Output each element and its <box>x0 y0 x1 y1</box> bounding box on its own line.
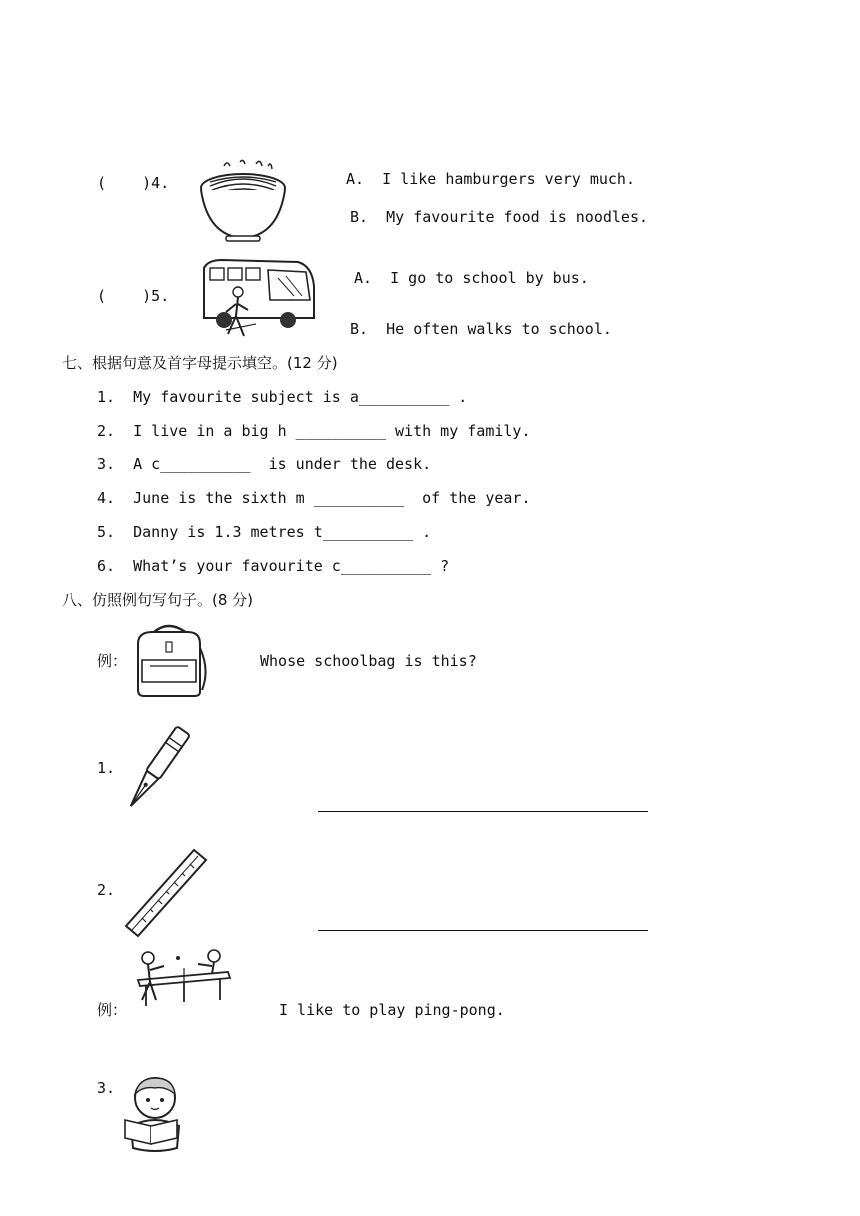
section7-item-6: 6. What’s your favourite c__________ ? <box>97 557 450 575</box>
section7-item-4: 4. June is the sixth m __________ of the year. <box>97 489 531 507</box>
q4-option-b: B. My favourite food is noodles. <box>350 208 649 226</box>
section8-title: 八、仿照例句写句子。(8 分) <box>62 591 254 609</box>
section7-item-2: 2. I live in a big h __________ with my family. <box>97 422 531 440</box>
ping-pong-image <box>130 944 232 1010</box>
q5-bracket: ( )5. <box>97 287 170 305</box>
q5-option-a: A. I go to school by bus. <box>354 269 589 287</box>
item2-label: 2. <box>97 881 116 899</box>
boy-reading-image <box>117 1074 189 1154</box>
schoolbag-image <box>128 620 210 700</box>
q4-bracket: ( )4. <box>97 174 170 192</box>
section7-item-1: 1. My favourite subject is a__________ . <box>97 388 468 406</box>
item1-label: 1. <box>97 759 116 777</box>
q4-option-a: A. I like hamburgers very much. <box>346 170 635 188</box>
section7-item-3: 3. A c__________ is under the desk. <box>97 455 432 473</box>
section7-item-5: 5. Danny is 1.3 metres t__________ . <box>97 523 432 541</box>
example2-label: 例： <box>97 1001 128 1019</box>
ruler-image <box>124 846 210 940</box>
item2-answer-line[interactable] <box>318 930 648 931</box>
example1-sentence: Whose schoolbag is this? <box>260 652 477 670</box>
example1-label: 例： <box>97 652 128 670</box>
fountain-pen-image <box>120 722 192 818</box>
section7-title: 七、根据句意及首字母提示填空。(12 分) <box>62 354 338 372</box>
example2-sentence: I like to play ping-pong. <box>279 1001 505 1019</box>
item3-label: 3. <box>97 1079 116 1097</box>
item1-answer-line[interactable] <box>318 811 648 812</box>
school-bus-image <box>198 256 316 338</box>
q5-option-b: B. He often walks to school. <box>350 320 612 338</box>
noodles-bowl-image <box>196 158 291 244</box>
